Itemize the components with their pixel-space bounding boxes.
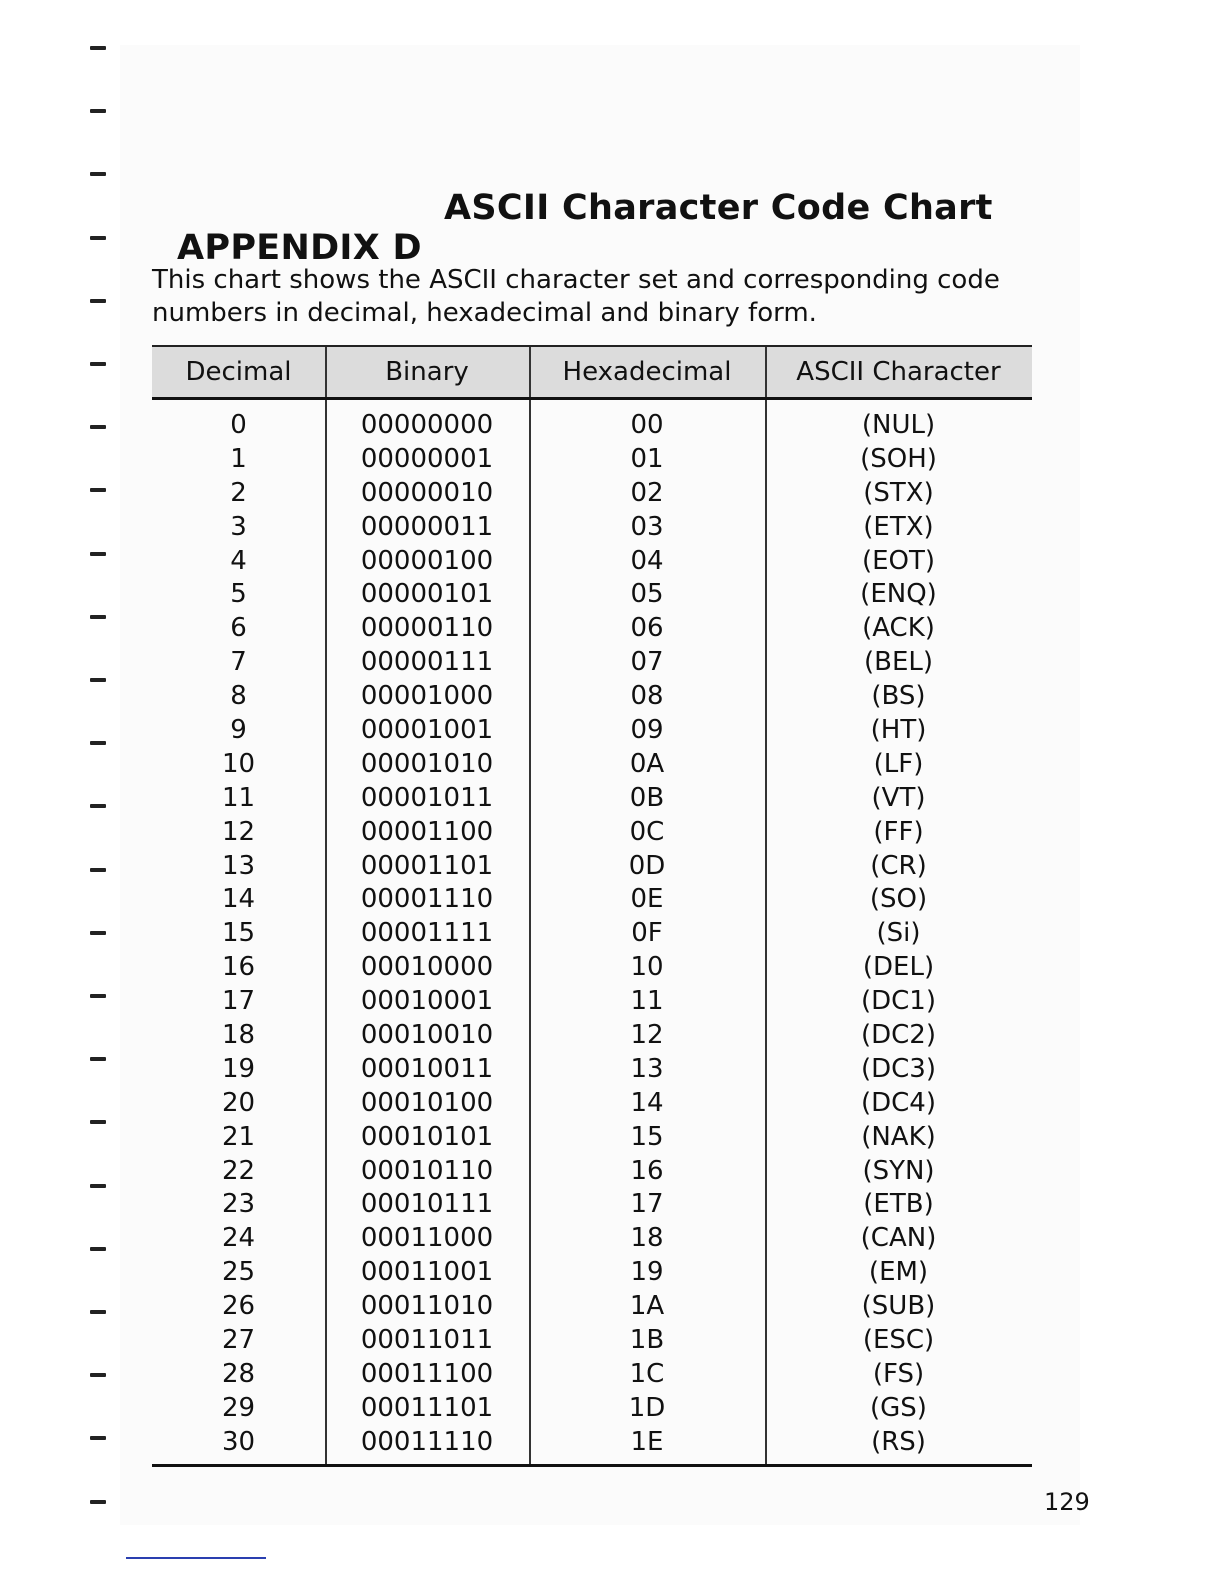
binary-cell: 00011100 <box>360 1358 494 1389</box>
binding-mark <box>90 236 106 240</box>
binding-mark <box>90 299 106 303</box>
decimal-cell: 2 <box>230 477 247 508</box>
table-row <box>152 916 1032 950</box>
ascii-cell: (FS) <box>872 1358 925 1389</box>
binary-cell: 00011110 <box>360 1426 494 1457</box>
table-row <box>152 1120 1032 1154</box>
ascii-cell: (DC1) <box>860 986 936 1017</box>
decimal-cell: 29 <box>221 1392 256 1423</box>
decimal-cell: 4 <box>230 545 247 576</box>
binary-cell: 00001000 <box>360 681 494 712</box>
table-row <box>152 577 1032 611</box>
table-row <box>152 1052 1032 1086</box>
binary-cell: 00001001 <box>360 714 494 745</box>
table-row <box>152 849 1032 883</box>
binding-mark <box>90 46 106 50</box>
hex-cell: 0C <box>629 816 665 847</box>
binding-mark <box>90 1436 106 1440</box>
hex-cell: 01 <box>630 443 664 474</box>
binary-cell: 00000101 <box>360 579 494 610</box>
table-row <box>152 645 1032 679</box>
ascii-cell: (FF) <box>873 816 924 847</box>
ascii-cell: (ESC) <box>862 1324 935 1355</box>
hex-cell: 04 <box>630 545 664 576</box>
hex-cell: 0B <box>629 782 665 813</box>
hex-cell: 09 <box>630 714 664 745</box>
binary-cell: 00010100 <box>360 1087 494 1118</box>
ascii-table <box>152 345 1032 1467</box>
hex-cell: 1C <box>629 1358 665 1389</box>
table-row <box>152 1255 1032 1289</box>
decimal-cell: 1 <box>230 443 247 474</box>
table-header <box>152 345 1032 400</box>
decimal-cell: 9 <box>230 714 247 745</box>
ascii-cell: (DC2) <box>860 1019 936 1050</box>
ascii-cell: (SO) <box>869 884 928 915</box>
hex-cell: 05 <box>630 579 664 610</box>
ascii-cell: (ETX) <box>863 511 934 542</box>
ascii-cell: (VT) <box>871 782 926 813</box>
binary-cell: 00000110 <box>360 613 494 644</box>
table-row <box>152 679 1032 713</box>
hex-cell: 10 <box>630 952 664 983</box>
column-divider <box>529 347 531 397</box>
decimal-cell: 0 <box>230 409 247 440</box>
binding-mark <box>90 552 106 556</box>
binary-cell: 00001011 <box>360 782 494 813</box>
binary-cell: 00010000 <box>360 952 494 983</box>
decimal-cell: 27 <box>221 1324 256 1355</box>
ascii-cell: (DEL) <box>862 952 935 983</box>
ascii-cell: (ACK) <box>862 613 935 644</box>
binding-mark <box>90 741 106 745</box>
decimal-cell: 21 <box>221 1121 256 1152</box>
decimal-cell: 24 <box>221 1223 256 1254</box>
hex-cell: 0D <box>628 850 666 881</box>
table-row <box>152 1289 1032 1323</box>
header-binary: Binary <box>385 357 469 387</box>
decimal-cell: 7 <box>230 647 247 678</box>
binding-mark <box>90 1184 106 1188</box>
hex-cell: 1E <box>630 1426 664 1457</box>
hex-cell: 08 <box>630 681 664 712</box>
ascii-cell: (ETB) <box>863 1189 934 1220</box>
table-row <box>152 984 1032 1018</box>
binary-cell: 00010110 <box>360 1155 494 1186</box>
hex-cell: 0E <box>630 884 664 915</box>
table-row <box>152 950 1032 984</box>
binding-mark <box>90 1373 106 1377</box>
binary-cell: 00010010 <box>360 1019 494 1050</box>
ascii-cell: (NUL) <box>861 409 936 440</box>
decimal-cell: 22 <box>221 1155 256 1186</box>
header-ascii-character: ASCII Character <box>796 357 1001 387</box>
binary-cell: 00000000 <box>360 409 494 440</box>
decimal-cell: 6 <box>230 613 247 644</box>
ascii-cell: (SUB) <box>861 1291 936 1322</box>
binary-cell: 00011011 <box>360 1324 494 1355</box>
table-row <box>152 408 1032 442</box>
table-row <box>152 1391 1032 1425</box>
binding-mark <box>90 678 106 682</box>
decimal-cell: 18 <box>221 1019 256 1050</box>
hex-cell: 17 <box>630 1189 664 1220</box>
binding-mark <box>90 868 106 872</box>
table-row <box>152 882 1032 916</box>
table-row <box>152 1425 1032 1459</box>
column-divider <box>325 400 327 1464</box>
ascii-cell: (RS) <box>871 1426 926 1457</box>
decimal-cell: 5 <box>230 579 247 610</box>
binary-cell: 00011001 <box>360 1257 494 1288</box>
page-number: 129 <box>1044 1488 1090 1516</box>
hex-cell: 00 <box>630 409 664 440</box>
hex-cell: 1D <box>628 1392 666 1423</box>
decimal-cell: 3 <box>230 511 247 542</box>
column-divider <box>325 347 327 397</box>
binding-mark <box>90 1500 106 1504</box>
decimal-cell: 28 <box>221 1358 256 1389</box>
hex-cell: 14 <box>630 1087 664 1118</box>
hex-cell: 18 <box>630 1223 664 1254</box>
binary-cell: 00000100 <box>360 545 494 576</box>
hex-cell: 16 <box>630 1155 664 1186</box>
binding-mark <box>90 931 106 935</box>
decimal-cell: 23 <box>221 1189 256 1220</box>
decimal-cell: 14 <box>221 884 256 915</box>
decimal-cell: 20 <box>221 1087 256 1118</box>
appendix-label: APPENDIX D <box>176 228 422 268</box>
table-row <box>152 781 1032 815</box>
ascii-cell: (EOT) <box>861 545 936 576</box>
hex-cell: 11 <box>630 986 664 1017</box>
decimal-cell: 25 <box>221 1257 256 1288</box>
binary-cell: 00011000 <box>360 1223 494 1254</box>
table-row <box>152 1323 1032 1357</box>
binary-cell: 00011010 <box>360 1291 494 1322</box>
decimal-cell: 15 <box>221 918 256 949</box>
table-row <box>152 747 1032 781</box>
table-row <box>152 1154 1032 1188</box>
binary-cell: 00001111 <box>360 918 494 949</box>
ascii-cell: (Si) <box>876 918 921 949</box>
binary-cell: 00000001 <box>360 443 494 474</box>
ascii-cell: (DC4) <box>860 1087 936 1118</box>
hex-cell: 07 <box>630 647 664 678</box>
binding-mark <box>90 425 106 429</box>
binary-cell: 00001101 <box>360 850 494 881</box>
decimal-cell: 26 <box>221 1291 256 1322</box>
appendix-title: ASCII Character Code Chart <box>444 188 993 228</box>
hex-cell: 13 <box>630 1053 664 1084</box>
ascii-cell: (BEL) <box>863 647 934 678</box>
ascii-cell: (SYN) <box>862 1155 935 1186</box>
decimal-cell: 13 <box>221 850 256 881</box>
table-row <box>152 1221 1032 1255</box>
ascii-cell: (CR) <box>870 850 927 881</box>
binary-cell: 00000011 <box>360 511 494 542</box>
table-row <box>152 1187 1032 1221</box>
ascii-cell: (ENQ) <box>860 579 937 610</box>
ascii-cell: (LF) <box>873 748 924 779</box>
hex-cell: 15 <box>630 1121 664 1152</box>
binary-cell: 00000111 <box>360 647 494 678</box>
decimal-cell: 10 <box>221 748 256 779</box>
ascii-cell: (CAN) <box>860 1223 937 1254</box>
decimal-cell: 17 <box>221 986 256 1017</box>
binary-cell: 00010111 <box>360 1189 494 1220</box>
binding-mark <box>90 488 106 492</box>
decimal-cell: 8 <box>230 681 247 712</box>
binary-cell: 00010011 <box>360 1053 494 1084</box>
column-divider <box>765 400 767 1464</box>
table-row <box>152 442 1032 476</box>
binding-mark <box>90 362 106 366</box>
table-row <box>152 1357 1032 1391</box>
binding-mark <box>90 172 106 176</box>
decimal-cell: 30 <box>221 1426 256 1457</box>
ascii-cell: (STX) <box>863 477 934 508</box>
table-row <box>152 815 1032 849</box>
binary-cell: 00001110 <box>360 884 494 915</box>
binding-mark <box>90 1310 106 1314</box>
column-divider <box>765 347 767 397</box>
table-row <box>152 1018 1032 1052</box>
hex-cell: 03 <box>630 511 664 542</box>
table-row <box>152 611 1032 645</box>
table-row <box>152 1086 1032 1120</box>
binary-cell: 00001010 <box>360 748 494 779</box>
decimal-cell: 19 <box>221 1053 256 1084</box>
ascii-cell: (NAK) <box>861 1121 936 1152</box>
decimal-cell: 11 <box>221 782 256 813</box>
hex-cell: 02 <box>630 477 664 508</box>
binding-mark <box>90 1247 106 1251</box>
binding-mark <box>90 109 106 113</box>
header-decimal: Decimal <box>185 357 292 387</box>
binary-cell: 00001100 <box>360 816 494 847</box>
binary-cell: 00000010 <box>360 477 494 508</box>
binding-mark <box>90 994 106 998</box>
ascii-cell: (GS) <box>870 1392 927 1423</box>
hex-cell: 19 <box>630 1257 664 1288</box>
table-row <box>152 713 1032 747</box>
decimal-cell: 12 <box>221 816 256 847</box>
hex-cell: 1A <box>629 1291 665 1322</box>
blue-rule <box>126 1557 266 1559</box>
binary-cell: 00011101 <box>360 1392 494 1423</box>
header-hexadecimal: Hexadecimal <box>562 357 732 387</box>
binding-mark <box>90 615 106 619</box>
hex-cell: 12 <box>630 1019 664 1050</box>
ascii-cell: (EM) <box>868 1257 929 1288</box>
binary-cell: 00010101 <box>360 1121 494 1152</box>
ascii-cell: (DC3) <box>860 1053 936 1084</box>
hex-cell: 0A <box>629 748 665 779</box>
hex-cell: 06 <box>630 613 664 644</box>
column-divider <box>529 400 531 1464</box>
table-row <box>152 510 1032 544</box>
hex-cell: 1B <box>629 1324 665 1355</box>
hex-cell: 0F <box>631 918 663 949</box>
binary-cell: 00010001 <box>360 986 494 1017</box>
intro-paragraph: This chart shows the ASCII character set and corresponding code numbers in decimal, hexadecimal and binary form. <box>152 265 1000 328</box>
binding-mark <box>90 1120 106 1124</box>
ascii-cell: (HT) <box>870 714 927 745</box>
binding-mark <box>90 804 106 808</box>
decimal-cell: 16 <box>221 952 256 983</box>
table-row <box>152 476 1032 510</box>
table-row <box>152 544 1032 578</box>
binding-mark <box>90 1057 106 1061</box>
table-body <box>152 400 1032 1467</box>
ascii-cell: (SOH) <box>860 443 937 474</box>
ascii-cell: (BS) <box>871 681 926 712</box>
